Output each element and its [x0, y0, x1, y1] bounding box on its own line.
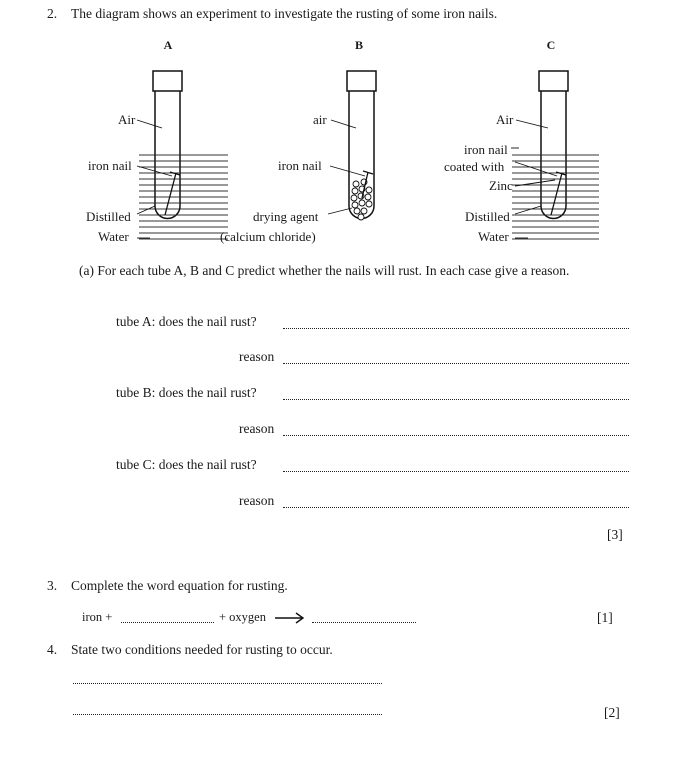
- question-2-marks: [3]: [607, 527, 623, 542]
- tube-b-agent-label-2: (calcium chloride): [220, 229, 316, 244]
- tube-a-reason-line[interactable]: [283, 363, 629, 364]
- question-3-number: 3.: [47, 578, 58, 593]
- tube-b-answer-line[interactable]: [283, 399, 629, 400]
- tube-c-stopper: [539, 71, 568, 91]
- equation-iron: iron +: [82, 610, 113, 624]
- reaction-arrow-icon: [274, 611, 306, 625]
- tube-a-stopper: [153, 71, 182, 91]
- tube-a-liquid-label-1: Distilled: [86, 209, 131, 224]
- tube-a-glass: [155, 90, 180, 219]
- tube-b-agent-label-1: drying agent: [253, 209, 319, 224]
- question-4-stem: State two conditions needed for rusting to occur.: [71, 642, 333, 657]
- tube-a-liquid-label-2: Water: [98, 229, 129, 244]
- condition-2-line[interactable]: [73, 714, 382, 715]
- tube-a-question: tube A: does the nail rust?: [116, 314, 257, 329]
- tube-b-nail-label: iron nail: [278, 158, 322, 173]
- rusting-experiment-diagram: [0, 30, 692, 252]
- tube-c-reason-line[interactable]: [283, 507, 629, 508]
- tube-a-nail-label: iron nail: [88, 158, 132, 173]
- equation-blank-2[interactable]: [312, 622, 416, 623]
- part-a-prompt: (a) For each tube A, B and C predict whether the nails will rust. In each case give a reason.: [79, 263, 570, 278]
- tube-c-liquid-label-1: Distilled: [465, 209, 510, 224]
- equation-oxygen: + oxygen: [219, 610, 266, 624]
- question-3-marks: [1]: [597, 610, 613, 625]
- question-2-number: 2.: [47, 6, 58, 21]
- tube-c: [444, 71, 599, 244]
- tube-a: [86, 71, 228, 244]
- tube-c-question: tube C: does the nail rust?: [116, 457, 257, 472]
- tube-b-letter: B: [354, 38, 364, 52]
- tube-c-glass: [541, 90, 566, 219]
- tube-c-nail-label-1: iron nail: [464, 142, 508, 157]
- tube-b-question: tube B: does the nail rust?: [116, 385, 257, 400]
- tube-a-water-lines: [139, 155, 228, 239]
- question-4-number: 4.: [47, 642, 58, 657]
- question-4-marks: [2]: [604, 705, 620, 720]
- tube-a-air-label: Air: [118, 112, 136, 127]
- tube-a-letter: A: [163, 38, 173, 52]
- tube-c-answer-line[interactable]: [283, 471, 629, 472]
- tube-a-reason-label: reason: [239, 349, 275, 364]
- question-3-stem: Complete the word equation for rusting.: [71, 578, 288, 593]
- equation-blank-1[interactable]: [121, 622, 214, 623]
- tube-b-reason-label: reason: [239, 421, 275, 436]
- tube-b-reason-line[interactable]: [283, 435, 629, 436]
- tube-b-stopper: [347, 71, 376, 91]
- tube-c-liquid-label-2: Water: [478, 229, 509, 244]
- tube-c-nail-label-3: Zinc: [489, 178, 513, 193]
- tube-b: [220, 71, 376, 244]
- tube-c-letter: C: [546, 38, 556, 52]
- tube-c-air-label: Air: [496, 112, 514, 127]
- tube-b-air-label: air: [313, 112, 327, 127]
- condition-1-line[interactable]: [73, 683, 382, 684]
- question-2-stem: The diagram shows an experiment to investigate the rusting of some iron nails.: [71, 6, 498, 21]
- tube-a-answer-line[interactable]: [283, 328, 629, 329]
- tube-c-nail-label-2: coated with: [444, 159, 505, 174]
- tube-c-reason-label: reason: [239, 493, 275, 508]
